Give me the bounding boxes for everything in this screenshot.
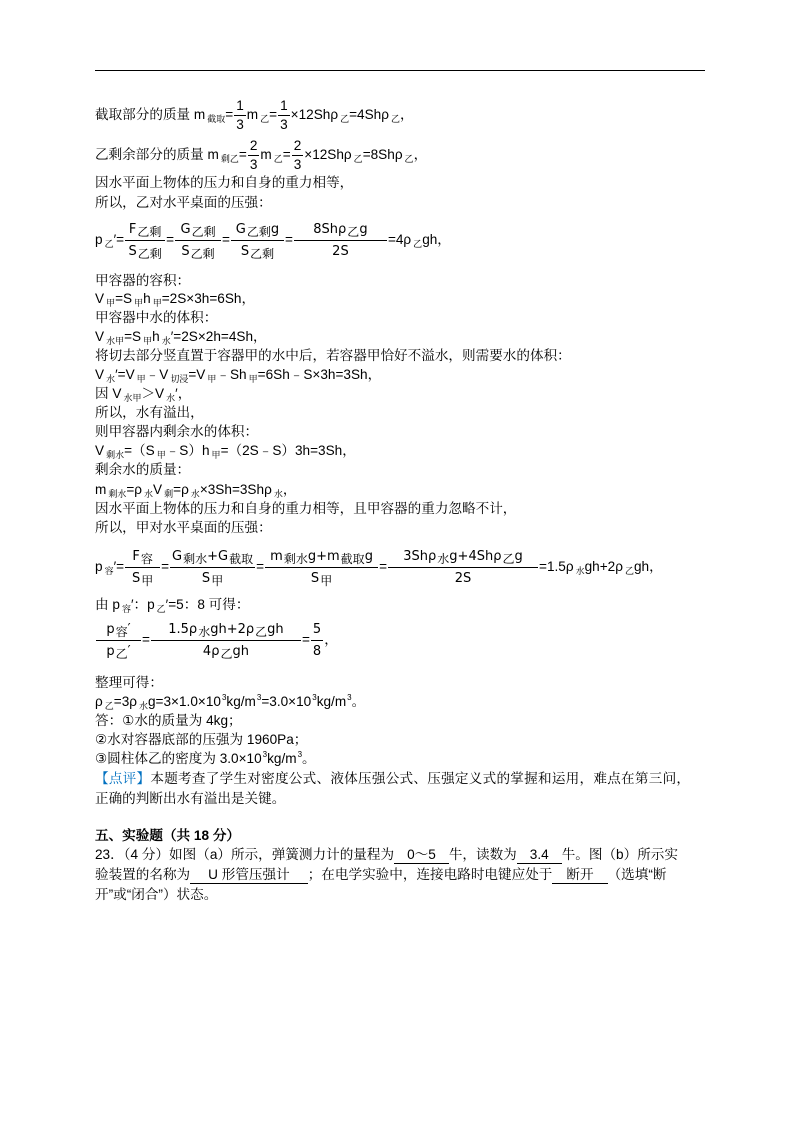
text: 由 p (95, 597, 120, 612)
numerator: 1 (234, 97, 246, 116)
numerator (151, 619, 301, 641)
solution-line (95, 218, 451, 262)
text: 剩余水的质量： (95, 462, 191, 477)
review-text: 本题考查了学生对密度公式、液体压强公式、压强定义式的掌握和运用，难点在第三问， (150, 771, 691, 786)
fraction (151, 619, 301, 662)
text: 2S (332, 243, 349, 259)
text: V (153, 482, 163, 497)
subscript: 容 (115, 625, 128, 639)
text: =4ρ (387, 232, 412, 247)
text: 3Shρ (403, 548, 437, 564)
superscript: 3 (347, 692, 352, 702)
superscript: 3 (297, 749, 303, 759)
solution-line (95, 693, 365, 711)
subscript: 乙 (404, 154, 414, 164)
subscript: 乙剩 (137, 225, 162, 239)
subscript: 截取 (207, 114, 226, 124)
numerator (125, 546, 160, 568)
text: 。 (302, 751, 316, 766)
fraction (96, 619, 141, 662)
text: =（2S﹣S）3h=3Sh， (220, 443, 356, 458)
subscript: 甲 (211, 574, 224, 588)
answer-line (95, 712, 242, 730)
text: gh+2ρ (584, 559, 623, 574)
text: =3.0×10 (261, 694, 312, 709)
filled-blank: 断开 (552, 867, 607, 884)
text: =8Shρ (362, 147, 403, 162)
text: p (106, 643, 115, 659)
subscript: 剩 (164, 489, 174, 499)
subscript: 甲 (134, 298, 144, 308)
review-tag: 【点评】 (95, 771, 151, 786)
text: gh (232, 643, 249, 659)
text: m (270, 548, 283, 564)
text: ′：p (130, 597, 155, 612)
numerator (388, 546, 538, 568)
text: 。 (351, 694, 366, 709)
text: 截取部分的质量 m (95, 107, 206, 122)
subscript: 乙剩 (250, 247, 275, 261)
text: 乙剩余部分的质量 m (95, 147, 219, 162)
text: =3ρ (113, 694, 137, 709)
subscript: 乙 (624, 566, 634, 576)
text: kg/m (316, 694, 347, 709)
superscript: 3 (221, 692, 227, 702)
text: F (132, 548, 140, 564)
text: m (246, 107, 259, 122)
numerator (170, 546, 255, 568)
text: gh， (422, 232, 451, 247)
denominator (151, 641, 301, 662)
header-rule (95, 70, 705, 71)
text: 8Shρ (313, 221, 347, 237)
text: g (359, 221, 368, 237)
text: = (282, 147, 291, 162)
fraction (234, 97, 246, 134)
review-line (95, 770, 690, 788)
answer-line (95, 750, 316, 768)
subscript: 甲 (152, 298, 162, 308)
text: 因水平面上物体的压力和自身的重力相等， (95, 175, 354, 190)
text: = (142, 632, 150, 647)
solution-line (95, 135, 427, 175)
solution-line (95, 95, 414, 135)
text: 牛。图（b）所示实 (561, 847, 678, 862)
text: 则甲容器内剩余水的体积： (95, 424, 259, 439)
text: 所以，水有溢出， (95, 405, 204, 420)
subscript: 乙 (156, 604, 166, 614)
solution-line (95, 545, 663, 589)
text: = (379, 559, 388, 574)
denominator: 3 (280, 116, 288, 132)
fraction (265, 546, 378, 589)
subscript: 截取 (340, 552, 365, 566)
numerator: 2 (292, 137, 304, 156)
text: =V (188, 367, 206, 382)
subscript: 甲 (320, 574, 333, 588)
text: 整理可得： (95, 675, 163, 690)
text: 将切去部分竖直置于容器甲的水中后，若容器甲恰好不溢水，则需要水的体积： (95, 348, 571, 363)
numerator (294, 219, 387, 241)
subscript: 乙 (255, 625, 268, 639)
filled-blank: U 形管压强计 (190, 867, 308, 884)
text: ×12Shρ (290, 107, 339, 122)
subscript: 水 (437, 552, 450, 566)
fraction (125, 219, 165, 262)
text: ′=5：8 可得： (165, 597, 250, 612)
review-text: 正确的判断出水有溢出是关键。 (95, 791, 286, 806)
subscript: 剩水 (108, 489, 127, 499)
numerator (175, 219, 221, 241)
subscript: 甲 (207, 374, 217, 384)
text: g=3×1.0×10 (148, 694, 221, 709)
subscript: 剩水 (106, 450, 125, 460)
subscript: 甲 (248, 374, 258, 384)
subscript: 乙剩 (190, 247, 215, 261)
text: h (143, 291, 151, 306)
text: ；在电学实验中，连接电路时电键应处于 (307, 867, 553, 882)
denominator (231, 241, 284, 262)
subscript: 乙 (413, 239, 423, 249)
denominator: 8 (312, 643, 322, 659)
text: =S (124, 329, 142, 344)
numerator (96, 619, 141, 641)
text: 甲容器的容积： (95, 273, 191, 288)
text: = (238, 147, 247, 162)
subscript: 乙 (340, 114, 350, 124)
text: = (166, 232, 175, 247)
text: 甲容器中水的体积： (95, 310, 218, 325)
heading-text: 五、实验题（共 18 分） (95, 828, 241, 843)
text: = (284, 232, 293, 247)
fraction (175, 219, 221, 262)
fraction (294, 219, 387, 262)
answer-line (95, 731, 307, 749)
denominator: 3 (249, 156, 258, 172)
text: = (269, 107, 278, 122)
subscript: 水 (144, 489, 154, 499)
subscript: 水 (161, 336, 171, 346)
solution-line (95, 674, 163, 692)
denominator (294, 241, 387, 262)
fraction (388, 546, 538, 589)
text: 1.5ρ (168, 621, 198, 637)
denominator (96, 641, 141, 662)
text: =1.5ρ (539, 559, 574, 574)
solution-line (95, 347, 571, 365)
denominator: 3 (236, 116, 244, 132)
solution-line (95, 309, 217, 327)
text: V (95, 443, 105, 458)
solution-line (95, 385, 191, 403)
text: S (128, 243, 137, 259)
numerator: 1 (278, 97, 290, 116)
subscript: 甲 (156, 450, 166, 460)
solution-line (95, 272, 190, 290)
subscript: 水 (190, 489, 200, 499)
subscript: 水 (166, 393, 176, 403)
text: g+4Shρ (449, 548, 502, 564)
subscript: 容 (140, 552, 153, 566)
text: g (270, 221, 280, 237)
solution-line (95, 519, 272, 537)
fraction (248, 137, 260, 174)
text: ρ (95, 694, 103, 709)
subscript: 剩乙 (220, 154, 239, 164)
solution-line (95, 618, 338, 662)
subscript: 甲 (106, 298, 116, 308)
text: ×3Sh=3Shρ (199, 482, 272, 497)
fraction (278, 97, 290, 134)
text: S (181, 243, 190, 259)
subscript: 乙 (260, 114, 270, 124)
text: ′， (175, 386, 192, 401)
subscript: 切浸 (170, 374, 189, 384)
filled-blank: 3.4 (517, 847, 562, 864)
solution-line (95, 174, 353, 192)
solution-line (95, 596, 249, 614)
text: ﹣Sh (216, 367, 247, 382)
text: 所以，甲对水平桌面的压强： (95, 520, 272, 535)
text: （选填“断 (607, 867, 667, 882)
text: ， (413, 147, 428, 162)
text: =ρ (173, 482, 189, 497)
denominator: 3 (293, 156, 302, 172)
subscript: 乙剩 (246, 225, 271, 239)
text: m (260, 147, 272, 162)
question-line (95, 866, 667, 884)
subscript: 乙 (273, 154, 283, 164)
filled-blank: 0～5 (394, 847, 449, 864)
numerator (265, 546, 378, 568)
fraction (231, 219, 284, 262)
denominator (125, 241, 165, 262)
subscript: 乙 (104, 239, 114, 249)
solution-line (95, 423, 258, 441)
subscript: 剩水 (183, 552, 208, 566)
text: gh， (633, 559, 663, 574)
text: 因 V (95, 386, 122, 401)
text: 23．（4 分）如图（a）所示，弹簧测力计的量程为 (95, 847, 395, 862)
text: 4ρ (202, 643, 220, 659)
subscript: 甲 (143, 336, 153, 346)
text: 所以，乙对水平桌面的压强： (95, 195, 272, 210)
text: p (106, 621, 115, 637)
text: 验装置的名称为 (95, 867, 191, 882)
solution-line (95, 404, 204, 422)
denominator (125, 568, 160, 589)
text: ， (324, 632, 338, 647)
subscript: 容 (104, 566, 114, 576)
text: gh (267, 621, 284, 637)
text: ′= (113, 559, 125, 574)
text: ﹣S）h (165, 443, 210, 458)
text: ′=2S×2h=4Sh， (170, 329, 267, 344)
text: g (364, 548, 373, 564)
subscript: 剩水 (283, 552, 308, 566)
numerator (125, 219, 165, 241)
fraction (292, 137, 304, 174)
text: G (235, 221, 246, 237)
text: =4Shρ (349, 107, 389, 122)
text: ′= (113, 232, 125, 247)
text: 开”或“闭合”）状态。 (95, 887, 218, 902)
text: =6Sh﹣S×3h=3Sh， (257, 367, 382, 382)
text: g+m (307, 548, 340, 564)
fraction (311, 619, 323, 662)
text: S (201, 570, 211, 586)
text: V (95, 329, 105, 344)
subscript: 甲 (136, 374, 146, 384)
text: = (222, 232, 230, 247)
section-heading (95, 827, 240, 845)
subscript: 乙 (502, 552, 515, 566)
subscript: 水 (106, 374, 116, 384)
text: G (180, 221, 191, 237)
numerator: 2 (248, 137, 260, 156)
subscript: 水甲 (106, 336, 125, 346)
text: 牛，读数为 (448, 847, 517, 862)
subscript: 甲 (141, 574, 154, 588)
question-line (95, 886, 217, 904)
text: h (152, 329, 160, 344)
subscript: 水 (273, 489, 283, 499)
solution-line (95, 328, 267, 346)
fraction (125, 546, 160, 589)
fraction (170, 546, 255, 589)
solution-line (95, 290, 255, 308)
subscript: 乙 (104, 701, 114, 711)
subscript: 甲 (211, 450, 221, 460)
text: =S (115, 291, 133, 306)
text: F (128, 221, 137, 237)
denominator (388, 568, 538, 589)
text: =ρ (126, 482, 143, 497)
text: S (131, 570, 141, 586)
subscript: 水 (198, 625, 211, 639)
text: m (95, 482, 107, 497)
subscript: 乙 (220, 647, 233, 661)
text: p (95, 232, 103, 247)
text: = (301, 632, 310, 647)
text: ②水对容器底部的压强为 1960Pa； (95, 732, 308, 747)
text: 2S (454, 570, 472, 586)
text: 因水平面上物体的压力和自身的重力相等，且甲容器的重力忽略不计， (95, 501, 517, 516)
text: ﹣V (145, 367, 169, 382)
subscript: 乙 (353, 154, 363, 164)
subscript: 乙 (390, 114, 400, 124)
superscript: 3 (256, 692, 262, 702)
text: kg/m (226, 694, 256, 709)
solution-line (95, 442, 356, 460)
solution-line (95, 481, 296, 499)
text: ， (282, 482, 297, 497)
numerator (231, 219, 284, 241)
text: V (95, 291, 105, 306)
denominator (265, 568, 378, 589)
subscript: 容 (121, 604, 131, 614)
subscript: 乙 (115, 647, 128, 661)
text: ＞V (141, 386, 165, 401)
text: p (95, 559, 103, 574)
superscript: 3 (312, 692, 317, 702)
superscript: 3 (262, 749, 268, 759)
subscript: 乙剩 (137, 247, 162, 261)
text: ③圆柱体乙的密度为 3.0×10 (95, 751, 262, 766)
text: V (95, 367, 105, 382)
subscript: 乙 (347, 225, 360, 239)
numerator: 5 (311, 619, 323, 641)
text: G (172, 548, 183, 564)
subscript: 截取 (229, 552, 254, 566)
text: = (256, 559, 265, 574)
subscript: 水 (575, 566, 585, 576)
solution-line (95, 500, 516, 518)
text: =（S (124, 443, 155, 458)
text: 答：①水的质量为 4kg； (95, 713, 242, 728)
denominator (170, 568, 255, 589)
solution-line (95, 194, 272, 212)
denominator (175, 241, 221, 262)
subscript: 乙剩 (191, 225, 216, 239)
subscript: 水 (138, 701, 148, 711)
text: g (514, 548, 523, 564)
text: =2S×3h=6Sh， (161, 291, 256, 306)
text: = (225, 107, 234, 122)
text: = (161, 559, 170, 574)
text: ， (399, 107, 414, 122)
text: S (240, 243, 250, 259)
subscript: 水甲 (123, 393, 142, 403)
text: gh+2ρ (210, 621, 255, 637)
text: ′ (127, 621, 131, 637)
review-line (95, 790, 285, 808)
solution-line (95, 461, 190, 479)
question-line (95, 846, 678, 864)
text: kg/m (267, 751, 297, 766)
text: ×12Shρ (304, 147, 352, 162)
text: S (310, 570, 320, 586)
solution-line (95, 366, 381, 384)
text: +G (207, 548, 229, 564)
text: ′ (127, 643, 131, 659)
text: ′=V (115, 367, 135, 382)
